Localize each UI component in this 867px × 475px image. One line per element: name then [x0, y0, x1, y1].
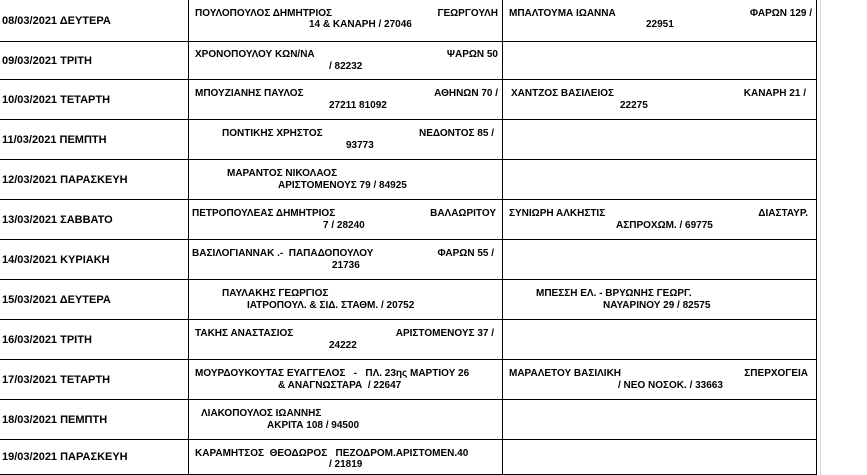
- address-phone: / 21819: [329, 459, 363, 470]
- pharmacist-name: ΜΟΥΡΔΟΥΚΟΥΤΑΣ ΕΥΑΓΓΕΛΟΣ - ΠΛ. 23ης ΜΑΡΤΙΟΥ 26: [195, 368, 470, 379]
- street: ΑΘΗΝΩΝ 70 /: [434, 88, 498, 99]
- date-label: 08/03/2021 ΔΕΥΤΕΡΑ: [2, 14, 111, 27]
- pharmacy-cell-2[interactable]: [503, 280, 817, 320]
- date-cell[interactable]: [0, 42, 189, 80]
- date-cell[interactable]: [0, 400, 189, 440]
- table-row: [0, 80, 867, 120]
- date-cell[interactable]: [0, 160, 189, 200]
- pharmacy-cell-1[interactable]: [189, 200, 503, 240]
- date-label: 19/03/2021 ΠΑΡΑΣΚΕΥΗ: [2, 451, 128, 463]
- date-label: 17/03/2021 ΤΕΤΑΡΤΗ: [2, 373, 111, 386]
- address-phone: ΑΡΙΣΤΟΜΕΝΟΥΣ 79 / 84925: [278, 180, 407, 191]
- pharmacist-name: ΛΙΑΚΟΠΟΥΛΟΣ ΙΩΑΝΝΗΣ: [201, 408, 322, 419]
- pharmacy-cell-1[interactable]: [189, 80, 503, 120]
- pharmacist-name: ΠΟΥΛΟΠΟΥΛΟΣ ΔΗΜΗΤΡΙΟΣ: [195, 8, 333, 19]
- street: ΓΕΩΡΓΟΥΛΗ: [437, 8, 498, 19]
- pharmacy-cell-2[interactable]: [503, 160, 817, 200]
- address-phone: / ΝΕΟ ΝΟΣΟΚ. / 33663: [618, 380, 723, 391]
- table-row: [0, 240, 867, 280]
- pharmacy-cell-1[interactable]: [189, 160, 503, 200]
- address-phone: / 82232: [329, 61, 363, 72]
- pharmacist-name: ΒΑΣΙΛΟΓΙΑΝΝΑΚ .- ΠΑΠΑΔΟΠΟΥΛΟΥ: [192, 248, 374, 259]
- pharmacist-name: ΠΕΤΡΟΠΟΥΛΕΑΣ ΔΗΜΗΤΡΙΟΣ: [192, 208, 336, 219]
- pharmacist-name: ΜΠΟΥΖΙΑΝΗΣ ΠΑΥΛΟΣ: [195, 88, 304, 99]
- date-cell[interactable]: [0, 80, 189, 120]
- pharmacy-cell-2[interactable]: [503, 320, 817, 360]
- table-row: [0, 400, 867, 440]
- date-cell[interactable]: [0, 240, 189, 280]
- pharmacy-cell-1[interactable]: [189, 240, 503, 280]
- pharmacy-cell-1[interactable]: [189, 360, 503, 400]
- street: ΒΑΛΑΩΡΙΤΟΥ: [430, 208, 496, 219]
- pharmacist-name: ΧΡΟΝΟΠΟΥΛΟΥ ΚΩΝ/ΝΑ: [195, 49, 315, 60]
- pharmacist-name: ΠΑΥΛΑΚΗΣ ΓΕΩΡΓΙΟΣ: [222, 288, 329, 299]
- date-label: 16/03/2021 ΤΡΙΤΗ: [2, 333, 92, 346]
- street: ΝΕΔΟΝΤΟΣ 85 /: [419, 128, 494, 139]
- table-row: [0, 360, 867, 400]
- date-cell[interactable]: [0, 320, 189, 360]
- table-row: [0, 120, 867, 160]
- pharmacist-name: ΣΥΝΙΩΡΗ ΑΛΚΗΣΤΙΣ: [509, 208, 606, 219]
- date-label: 14/03/2021 ΚΥΡΙΑΚΗ: [2, 253, 110, 266]
- date-cell[interactable]: [0, 0, 189, 42]
- address-phone: 27211 81092: [329, 100, 387, 111]
- street: ΨΑΡΩΝ 50: [446, 49, 498, 60]
- pharmacy-cell-2[interactable]: [503, 400, 817, 440]
- pharmacist-name: ΧΑΝΤΖΟΣ ΒΑΣΙΛΕΙΟΣ: [511, 88, 615, 99]
- address-phone: 24222: [329, 340, 357, 351]
- pharmacy-cell-1[interactable]: [189, 42, 503, 80]
- street: ΚΑΝΑΡΗ 21 /: [743, 88, 806, 99]
- table-row: [0, 160, 867, 200]
- address-phone: & ΑΝΑΓΝΩΣΤΑΡΑ / 22647: [278, 380, 402, 391]
- address-phone: 7 / 28240: [323, 220, 365, 231]
- pharmacy-cell-2[interactable]: [503, 440, 817, 475]
- street: ΦΑΡΩΝ 129 /: [749, 8, 812, 19]
- pharmacy-cell-2[interactable]: [503, 80, 817, 120]
- pharmacy-cell-2[interactable]: [503, 240, 817, 280]
- address-phone: 22275: [620, 100, 648, 111]
- address-phone: ΑΣΠΡΟΧΩΜ. / 69775: [616, 220, 713, 231]
- table-row: [0, 320, 867, 360]
- pharmacy-cell-2[interactable]: [503, 0, 817, 42]
- address-phone: 93773: [346, 140, 374, 151]
- date-label: 18/03/2021 ΠΕΜΠΤΗ: [2, 413, 108, 426]
- pharmacist-name: ΜΑΡΑΝΤΟΣ ΝΙΚΟΛΑΟΣ: [227, 168, 338, 179]
- date-cell[interactable]: [0, 360, 189, 400]
- table-row: [0, 280, 867, 320]
- street: ΔΙΑΣΤΑΥΡ.: [758, 208, 808, 219]
- pharmacy-cell-2[interactable]: [503, 200, 817, 240]
- date-label: 13/03/2021 ΣΑΒΒΑΤΟ: [2, 213, 113, 226]
- table-row: [0, 0, 867, 42]
- pharmacist-name: ΜΑΡΑΛΕΤΟΥ ΒΑΣΙΛΙΚΗ: [509, 368, 622, 379]
- pharmacy-cell-1[interactable]: [189, 440, 503, 475]
- date-label: 10/03/2021 ΤΕΤΑΡΤΗ: [2, 93, 111, 106]
- street: ΣΠΕΡΧΟΓΕΙΑ: [744, 368, 808, 379]
- table-row: [0, 42, 867, 80]
- address-phone: 22951: [646, 19, 674, 30]
- pharmacist-name: ΚΑΡΑΜΗΤΣΟΣ ΘΕΟΔΩΡΟΣ ΠΕΖΟΔΡΟΜ.ΑΡΙΣΤΟΜΕΝ.40: [195, 448, 469, 459]
- date-label: 12/03/2021 ΠΑΡΑΣΚΕΥΗ: [2, 173, 128, 186]
- table-row: [0, 200, 867, 240]
- table-row: [0, 440, 867, 475]
- date-label: 11/03/2021 ΠΕΜΠΤΗ: [2, 133, 107, 146]
- date-label: 09/03/2021 ΤΡΙΤΗ: [2, 54, 92, 67]
- pharmacy-cell-2[interactable]: [503, 42, 817, 80]
- date-cell[interactable]: [0, 280, 189, 320]
- pharmacy-cell-1[interactable]: [189, 0, 503, 42]
- street: ΦΑΡΩΝ 55 /: [437, 248, 494, 259]
- street: ΑΡΙΣΤΟΜΕΝΟΥΣ 37 /: [395, 328, 494, 339]
- address-phone: ΙΑΤΡΟΠΟΥΛ. & ΣΙΔ. ΣΤΑΘΜ. / 20752: [247, 300, 415, 311]
- address-phone: ΑΚΡΙΤΑ 108 / 94500: [267, 420, 360, 431]
- address-phone: ΝΑΥΑΡΙΝΟΥ 29 / 82575: [603, 300, 711, 311]
- date-cell[interactable]: [0, 440, 189, 475]
- address-phone: 21736: [332, 260, 360, 271]
- pharmacist-name: ΠΟΝΤΙΚΗΣ ΧΡΗΣΤΟΣ: [222, 128, 323, 139]
- pharmacist-name: ΤΑΚΗΣ ΑΝΑΣΤΑΣΙΟΣ: [195, 328, 294, 339]
- pharmacist-name: ΜΠΑΛΤΟΥΜΑ ΙΩΑΝΝΑ: [509, 8, 616, 19]
- pharmacy-cell-2[interactable]: [503, 120, 817, 160]
- date-cell[interactable]: [0, 200, 189, 240]
- pharmacy-cell-1[interactable]: [189, 400, 503, 440]
- date-cell[interactable]: [0, 120, 189, 160]
- pharmacy-cell-1[interactable]: [189, 120, 503, 160]
- pharmacist-name: ΜΠΕΣΣΗ ΕΛ. - ΒΡΥΩΝΗΣ ΓΕΩΡΓ.: [536, 288, 692, 299]
- pharmacy-cell-1[interactable]: [189, 280, 503, 320]
- date-label: 15/03/2021 ΔΕΥΤΕΡΑ: [2, 293, 111, 306]
- pharmacy-cell-1[interactable]: [189, 320, 503, 360]
- address-phone: 14 & ΚΑΝΑΡΗ / 27046: [309, 19, 412, 30]
- pharmacy-cell-2[interactable]: [503, 360, 817, 400]
